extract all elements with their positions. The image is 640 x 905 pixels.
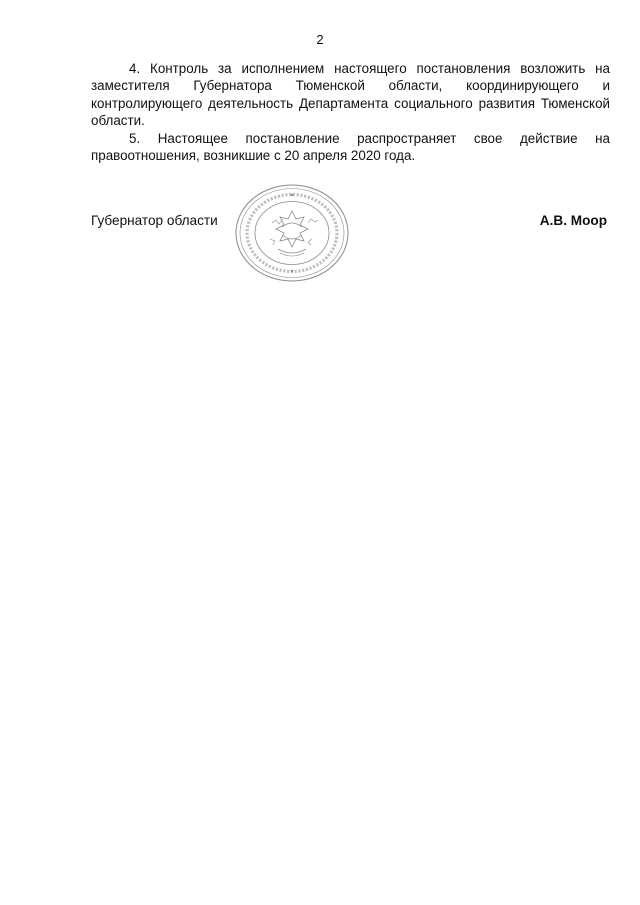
official-seal-icon bbox=[232, 183, 352, 283]
page-number: 2 bbox=[316, 32, 324, 47]
paragraph-text: 5. Настоящее постановление распространяет свое действие на правоотношения, возникшие с 20 апреля 2020 года. bbox=[91, 131, 610, 164]
signer-position: Губернатор области bbox=[91, 213, 218, 228]
paragraph-5 bbox=[91, 130, 610, 165]
signer-name: А.В. Моор bbox=[539, 213, 607, 228]
paragraph-4 bbox=[91, 60, 610, 129]
paragraph-text: 4. Контроль за исполнением настоящего постановления возложить на заместителя Губернатора Тюменской области, координирующего и контролирующего деятельность Департамента социального развития Тюменской области. bbox=[91, 61, 610, 128]
